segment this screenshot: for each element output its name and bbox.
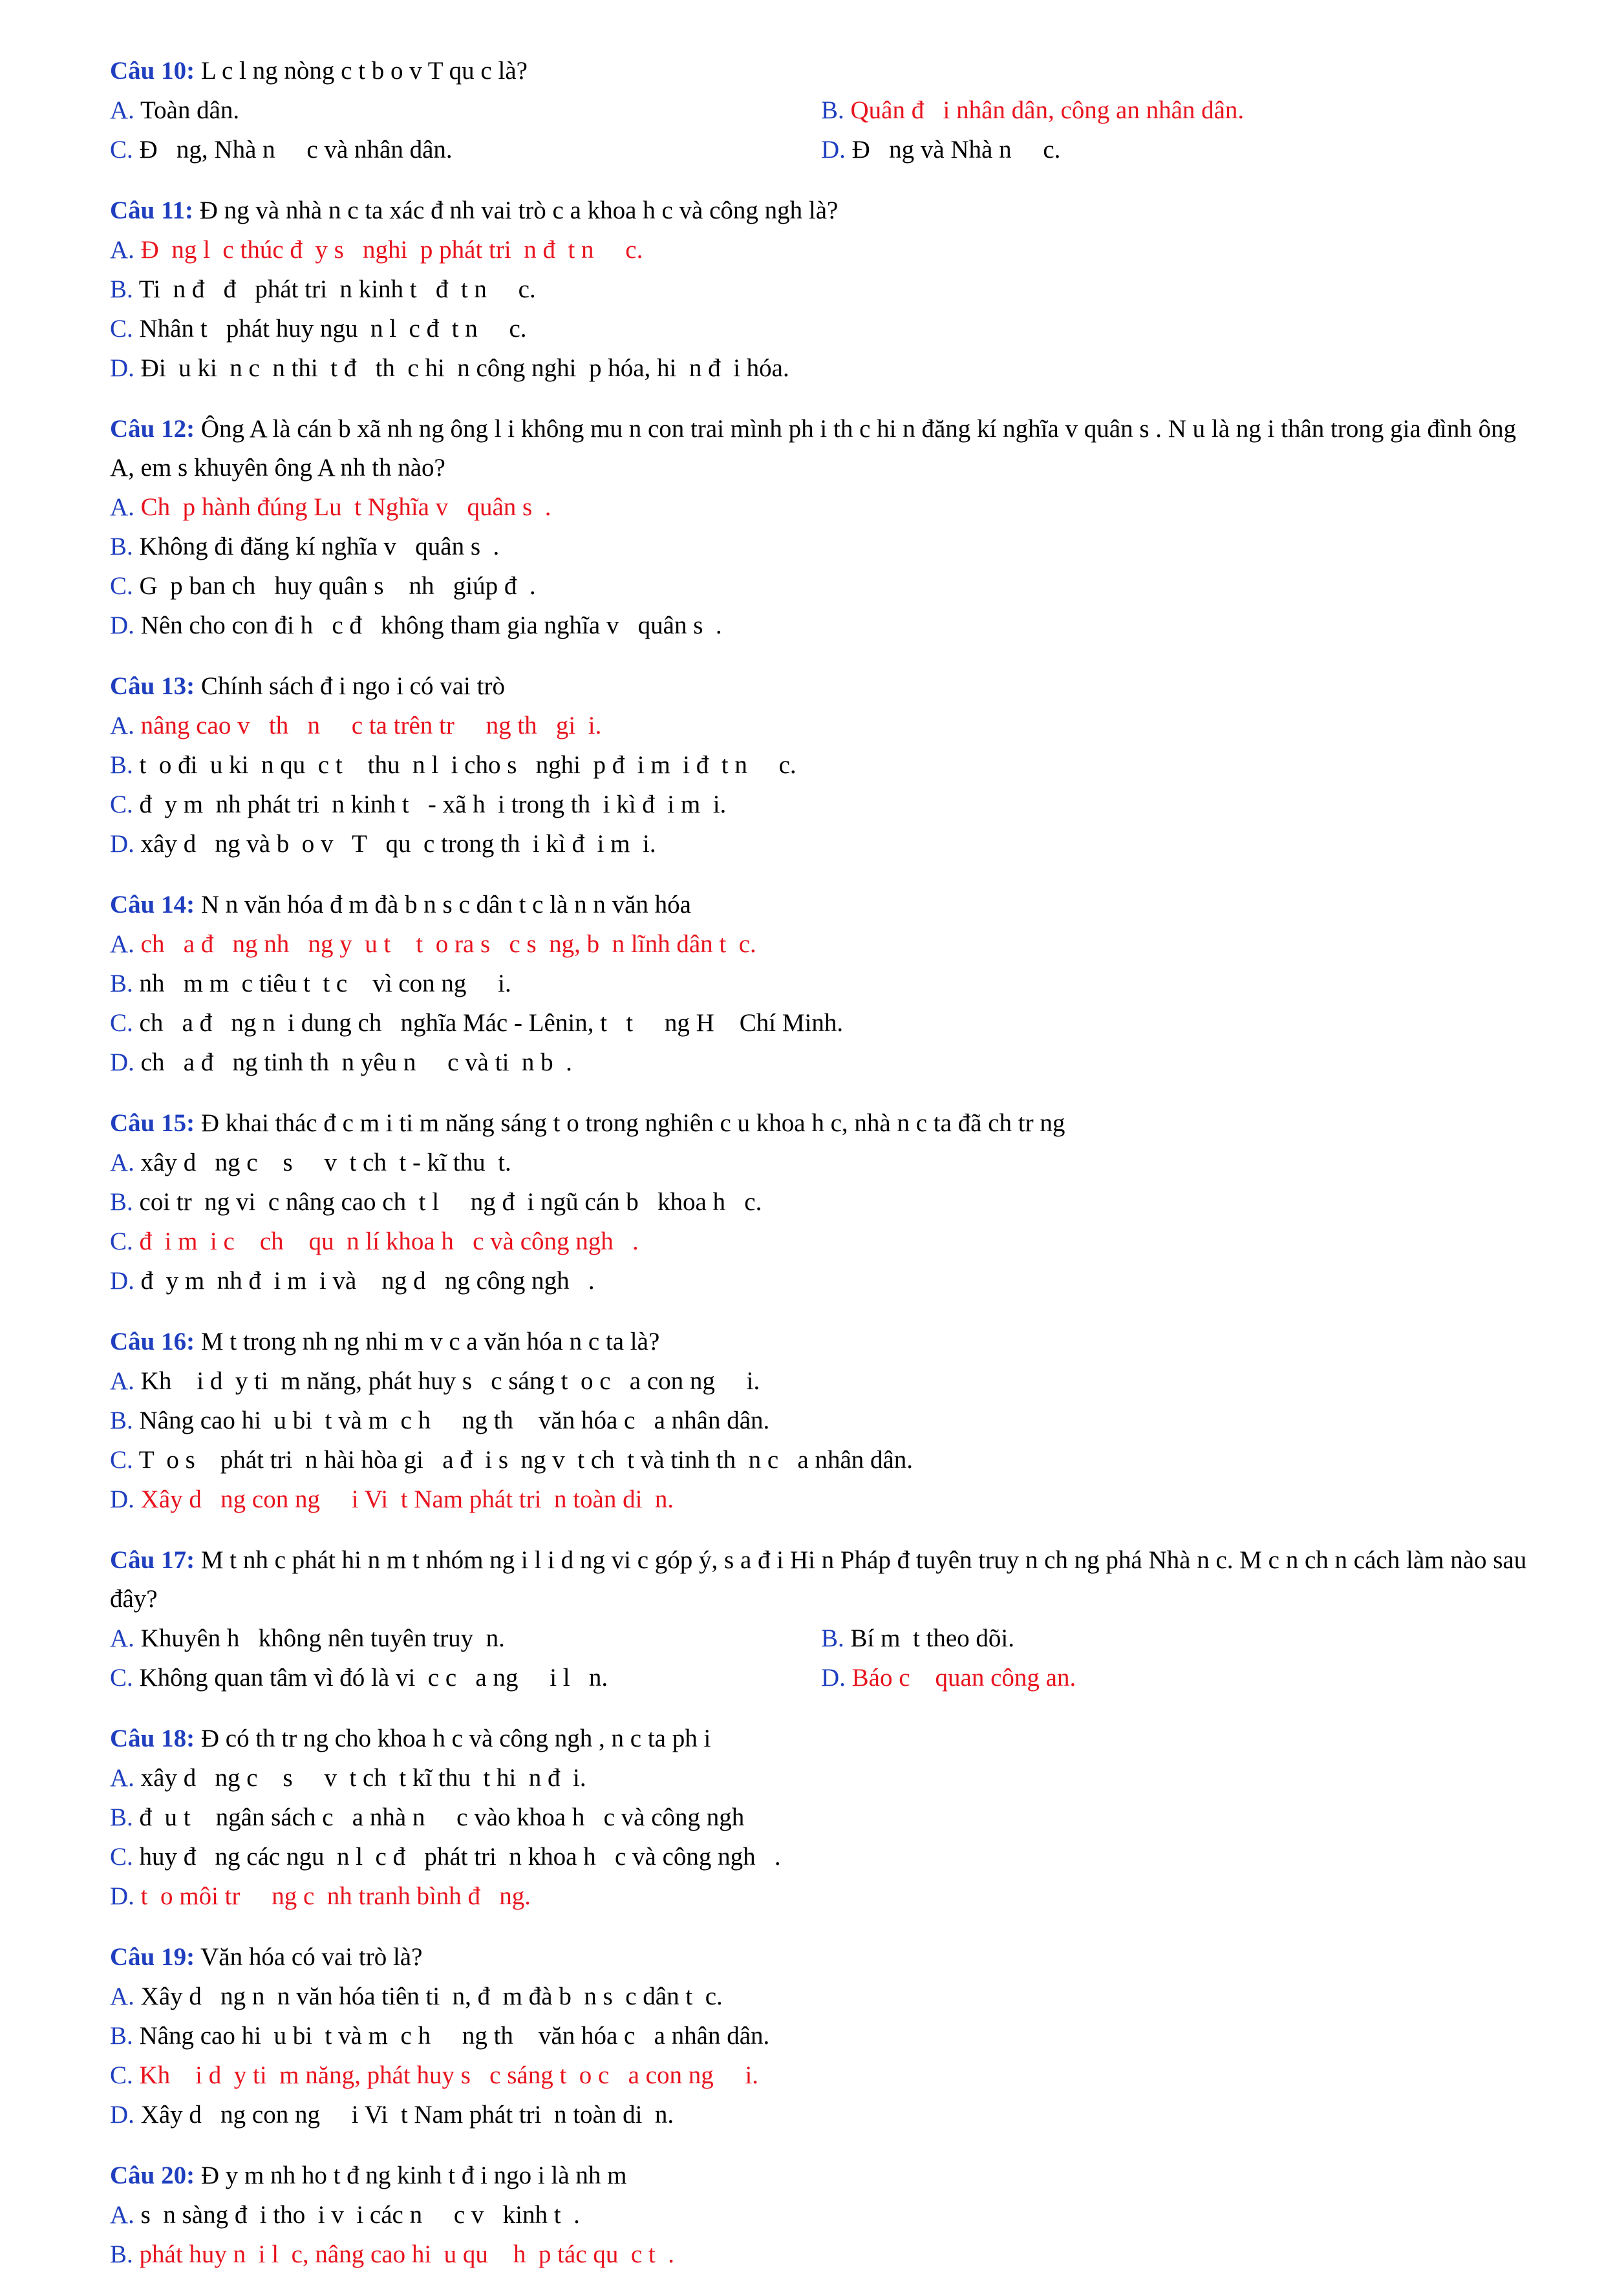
option-text: Xây d ng con ng i Vi t Nam phát tri n toàn di n. [134, 2101, 674, 2129]
answer-option [110, 1658, 821, 1697]
question-number: Câu 14: [110, 891, 195, 919]
question-block [110, 191, 1545, 388]
question-number: Câu 13: [110, 672, 195, 700]
question-text: Văn hóa có vai trò là? [195, 1943, 423, 1971]
option-letter: C. [110, 1009, 133, 1037]
question-text: Chính sách đ i ngo i có vai trò [195, 672, 505, 700]
option-text: đ y m nh phát tri n kinh t - xã h i trong th i kì đ i m i. [133, 791, 727, 818]
option-letter: A. [110, 1149, 134, 1176]
option-text: huy đ ng các ngu n l c đ phát tri n khoa h c và công ngh . [133, 1843, 781, 1871]
option-text: đ u t ngân sách c a nhà n c vào khoa h c và công ngh [133, 1803, 745, 1831]
option-text: Ti n đ đ phát tri n kinh t đ t n c. [133, 275, 536, 303]
answer-option-correct [110, 1876, 1545, 1916]
question-stem [110, 191, 1545, 230]
option-letter: A. [110, 236, 134, 264]
option-text: Đi u ki n c n thi t đ th c hi n công nghi p hóa, hi n đ i hóa. [134, 354, 789, 382]
question-text: Đ ng và nhà n c ta xác đ nh vai trò c a khoa h c và công ngh là? [193, 197, 839, 224]
option-text: ch a đ ng n i dung ch nghĩa Mác - Lênin, t t ng H Chí Minh. [133, 1009, 844, 1037]
option-text: Nên cho con đi h c đ không tham gia nghĩa v quân s . [134, 611, 722, 639]
answer-option [110, 566, 1545, 606]
question-block [110, 1719, 1545, 1916]
option-text: coi tr ng vi c nâng cao ch t l ng đ i ngũ cán b khoa h c. [133, 1188, 762, 1216]
option-letter: A. [110, 1764, 134, 1792]
answer-option [110, 309, 1545, 348]
option-text: Không đi đăng kí nghĩa v quân s . [133, 533, 500, 560]
option-text: Khuyên h không nên tuyên truy n. [134, 1624, 505, 1652]
answer-option [821, 130, 1532, 169]
question-text: Đ y m nh ho t đ ng kinh t đ i ngo i là nh m [195, 2162, 627, 2189]
option-letter: A. [110, 1367, 134, 1395]
option-letter: C. [110, 572, 133, 600]
option-letter: A. [110, 2201, 134, 2229]
option-letter: C. [110, 1228, 133, 1255]
question-stem [110, 667, 1545, 706]
option-letter: C. [110, 1664, 133, 1692]
question-stem [110, 52, 1545, 90]
question-block [110, 1938, 1545, 2134]
option-text: Nâng cao hi u bi t và m c h ng th văn hóa c a nhân dân. [133, 1407, 770, 1434]
answer-option [110, 1619, 821, 1658]
option-text: t o môi tr ng c nh tranh bình đ ng. [134, 1882, 531, 1910]
answer-option [821, 1619, 1532, 1658]
question-block [110, 1104, 1545, 1301]
answer-option-correct [110, 230, 1545, 270]
option-letter: C. [110, 2061, 133, 2089]
question-stem [110, 410, 1545, 487]
question-stem [110, 1719, 1545, 1758]
option-letter: B. [110, 751, 133, 779]
answer-option-correct [110, 924, 1545, 964]
question-stem [110, 1323, 1545, 1361]
option-text: xây d ng và b o v T qu c trong th i kì đ i m i. [134, 830, 656, 858]
answer-options [110, 2195, 1545, 2274]
question-number: Câu 11: [110, 197, 193, 224]
question-block [110, 1541, 1545, 1697]
option-letter: D. [110, 2101, 134, 2129]
option-letter: C. [110, 1446, 133, 1474]
option-letter: A. [110, 493, 134, 521]
answer-option [110, 824, 1545, 864]
answer-option [110, 2095, 1545, 2134]
answer-option [110, 2195, 1545, 2235]
question-text: Đ có th tr ng cho khoa h c và công ngh , n c ta ph i [195, 1725, 711, 1752]
question-text: N n văn hóa đ m đà b n s c dân t c là n n văn hóa [195, 891, 691, 919]
answer-options [110, 1143, 1545, 1301]
option-text: xây d ng c s v t ch t - kĩ thu t. [134, 1149, 511, 1176]
answer-option [110, 1440, 1545, 1480]
option-letter: C. [110, 315, 133, 343]
option-text: nâng cao v th n c ta trên tr ng th gi i. [134, 712, 602, 739]
question-number: Câu 12: [110, 415, 195, 443]
option-text: phát huy n i l c, nâng cao hi u qu h p tác qu c t . [133, 2240, 675, 2268]
question-number: Câu 10: [110, 57, 195, 85]
option-text: Quân đ i nhân dân, công an nhân dân. [844, 96, 1245, 124]
option-text: đ i m i c ch qu n lí khoa h c và công ngh . [133, 1228, 639, 1255]
answer-option [110, 527, 1545, 566]
answer-option [110, 1182, 1545, 1222]
option-letter: D. [110, 830, 134, 858]
answer-option [110, 1837, 1545, 1876]
answer-option [110, 745, 1545, 785]
option-letter: B. [110, 275, 133, 303]
option-letter: D. [110, 1882, 134, 1910]
option-letter: D. [821, 136, 846, 164]
question-stem [110, 1541, 1545, 1619]
answer-option [110, 1003, 1545, 1043]
option-letter: B. [821, 96, 844, 124]
option-text: đ y m nh đ i m i và ng d ng công ngh . [134, 1267, 595, 1295]
option-text: nh m m c tiêu t t c vì con ng i. [133, 970, 511, 997]
question-block [110, 886, 1545, 1082]
option-letter: B. [110, 1803, 133, 1831]
answer-option [110, 1798, 1545, 1837]
option-letter: D. [110, 611, 134, 639]
option-letter: A. [110, 1624, 134, 1652]
document-page [110, 52, 1545, 2296]
question-number: Câu 19: [110, 1943, 195, 1971]
option-text: xây d ng c s v t ch t kĩ thu t hi n đ i. [134, 1764, 586, 1792]
option-letter: C. [110, 1843, 133, 1871]
answer-option-correct [821, 90, 1532, 130]
option-text: G p ban ch huy quân s nh giúp đ . [133, 572, 536, 600]
question-number: Câu 18: [110, 1725, 195, 1752]
answer-option-correct [110, 487, 1545, 527]
option-letter: D. [821, 1664, 846, 1692]
option-letter: A. [110, 96, 134, 124]
option-letter: B. [110, 533, 133, 560]
question-text: Ông A là cán b xã nh ng ông l i không mu n con trai mình ph i th c hi n đăng kí nghĩa v quân s . N u là ng i thân trong gia đình ông A, em s khuyên ông A nh th nào? [110, 415, 1517, 482]
option-letter: B. [110, 1188, 133, 1216]
answer-options [110, 924, 1545, 1082]
answer-option [110, 964, 1545, 1003]
question-stem [110, 2156, 1545, 2195]
answer-option [110, 1143, 1545, 1182]
answer-options [110, 1361, 1545, 1519]
answer-option-correct [110, 2056, 1545, 2095]
question-text: M t trong nh ng nhi m v c a văn hóa n c ta là? [195, 1328, 660, 1355]
option-text: Đ ng l c thúc đ y s nghi p phát tri n đ t n c. [134, 236, 643, 264]
option-letter: B. [110, 970, 133, 997]
question-block [110, 667, 1545, 864]
option-text: Nhân t phát huy ngu n l c đ t n c. [133, 315, 527, 343]
question-block [110, 52, 1545, 169]
answer-options [110, 706, 1545, 864]
answer-option [110, 270, 1545, 309]
question-block [110, 410, 1545, 645]
answer-option [110, 1043, 1545, 1082]
option-letter: D. [110, 1485, 134, 1513]
answer-options [110, 230, 1545, 388]
option-text: T o s phát tri n hài hòa gi a đ i s ng v t ch t và tinh th n c a nhân dân. [133, 1446, 914, 1474]
answer-option-correct [110, 1222, 1545, 1261]
option-text: Không quan tâm vì đó là vi c c a ng i l n. [133, 1664, 608, 1692]
answer-options [110, 90, 1545, 169]
answer-options [110, 1758, 1545, 1916]
option-text: Bí m t theo dõi. [844, 1624, 1015, 1652]
option-letter: D. [110, 1048, 134, 1076]
answer-option-correct [110, 1480, 1545, 1519]
question-stem [110, 1104, 1545, 1143]
answer-option-correct [110, 706, 1545, 745]
option-text: s n sàng đ i tho i v i các n c v kinh t . [134, 2201, 580, 2229]
answer-option [110, 606, 1545, 645]
option-text: Nâng cao hi u bi t và m c h ng th văn hóa c a nhân dân. [133, 2022, 770, 2050]
option-text: Xây d ng con ng i Vi t Nam phát tri n toàn di n. [134, 1485, 674, 1513]
option-letter: A. [110, 930, 134, 958]
option-letter: D. [110, 1267, 134, 1295]
answer-option [110, 1977, 1545, 2016]
question-text: L c l ng nòng c t b o v T qu c là? [195, 57, 528, 85]
option-text: ch a đ ng tinh th n yêu n c và ti n b . [134, 1048, 572, 1076]
option-text: Kh i d y ti m năng, phát huy s c sáng t o c a con ng i. [134, 1367, 760, 1395]
question-number: Câu 16: [110, 1328, 195, 1355]
answer-options [110, 1619, 1545, 1697]
option-letter: C. [110, 136, 133, 164]
answer-option-correct [110, 2235, 1545, 2274]
answer-option [110, 1758, 1545, 1798]
option-text: Ch p hành đúng Lu t Nghĩa v quân s . [134, 493, 551, 521]
question-block [110, 2156, 1545, 2274]
answer-option [110, 1401, 1545, 1440]
question-stem [110, 886, 1545, 924]
option-text: Đ ng, Nhà n c và nhân dân. [133, 136, 453, 164]
question-text: M t nh c phát hi n m t nhóm ng i l i d ng vi c góp ý, s a đ i Hi n Pháp đ tuyên truy n ch ng phá Nhà n c. M c n ch n cách làm nào sau đây? [110, 1546, 1527, 1613]
answer-options [110, 1977, 1545, 2134]
option-text: Toàn dân. [134, 96, 240, 124]
answer-option [110, 785, 1545, 824]
question-number: Câu 17: [110, 1546, 195, 1574]
option-letter: C. [110, 791, 133, 818]
option-letter: A. [110, 1982, 134, 2010]
answer-option [110, 2016, 1545, 2056]
answer-option-correct [821, 1658, 1532, 1697]
option-letter: B. [110, 1407, 133, 1434]
option-text: ch a đ ng nh ng y u t t o ra s c s ng, b n lĩnh dân t c. [134, 930, 756, 958]
answer-option [110, 90, 821, 130]
option-text: Báo c quan công an. [845, 1664, 1076, 1692]
question-number: Câu 15: [110, 1109, 195, 1137]
answer-options [110, 487, 1545, 645]
answer-option [110, 1361, 1545, 1401]
option-letter: D. [110, 354, 134, 382]
option-text: t o đi u ki n qu c t thu n l i cho s nghi p đ i m i đ t n c. [133, 751, 797, 779]
question-number: Câu 20: [110, 2162, 195, 2189]
option-text: Xây d ng n n văn hóa tiên ti n, đ m đà b n s c dân t c. [134, 1982, 723, 2010]
option-letter: A. [110, 712, 134, 739]
option-text: Kh i d y ti m năng, phát huy s c sáng t o c a con ng i. [133, 2061, 759, 2089]
question-stem [110, 1938, 1545, 1977]
option-letter: B. [110, 2240, 133, 2268]
question-block [110, 1323, 1545, 1519]
answer-option [110, 130, 821, 169]
option-letter: B. [821, 1624, 844, 1652]
option-text: Đ ng và Nhà n c. [845, 136, 1061, 164]
option-letter: B. [110, 2022, 133, 2050]
question-text: Đ khai thác đ c m i ti m năng sáng t o trong nghiên c u khoa h c, nhà n c ta đã ch tr ng [195, 1109, 1065, 1137]
answer-option [110, 348, 1545, 388]
answer-option [110, 1261, 1545, 1301]
